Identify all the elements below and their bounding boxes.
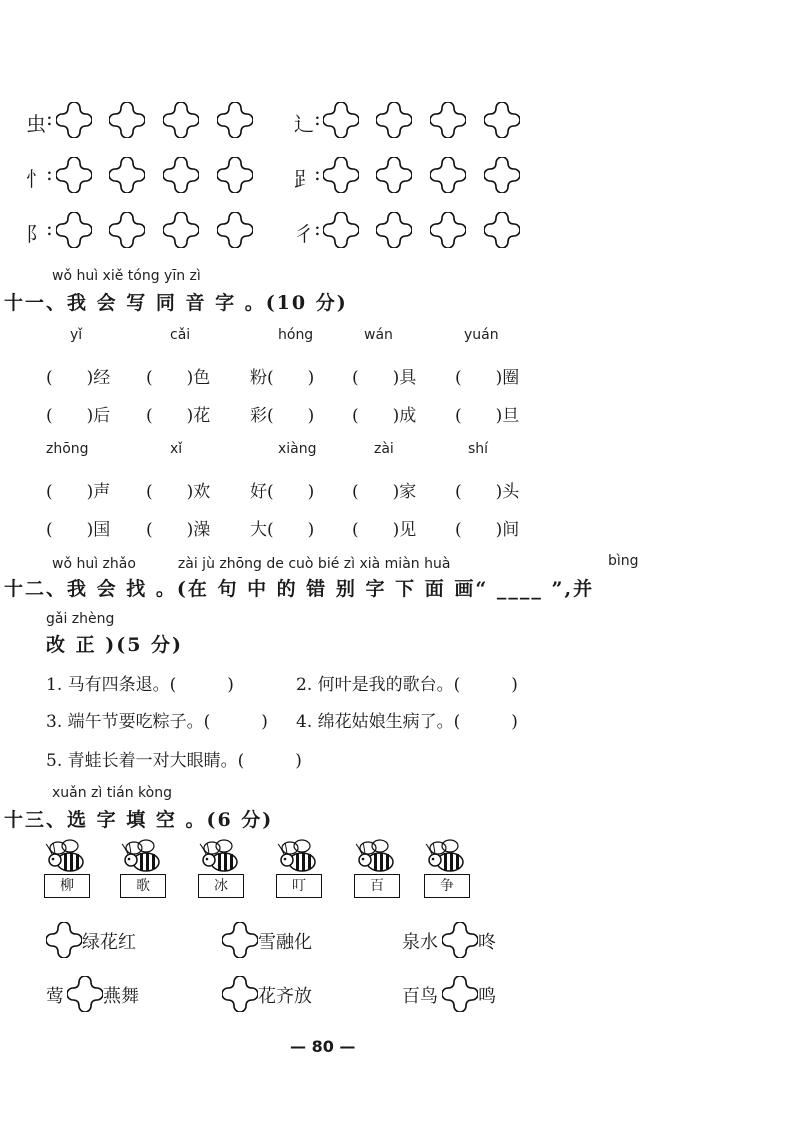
colon: : <box>46 216 53 240</box>
bee-icon <box>120 838 168 874</box>
colon: : <box>46 161 53 185</box>
clover-blank[interactable] <box>163 102 199 138</box>
clover-blank[interactable] <box>484 212 520 248</box>
bee-icon <box>44 838 92 874</box>
fill-in-item[interactable]: ( )花 <box>146 406 211 426</box>
clover-blank[interactable] <box>442 976 478 1012</box>
section13-title: 十三、选 字 填 空 。(6 分) <box>4 809 274 831</box>
fill-in-item[interactable]: ( )色 <box>146 368 211 388</box>
fill-in-item[interactable]: ( )欢 <box>146 482 211 502</box>
phrase-prefix: 泉水 <box>402 932 438 953</box>
phrase-prefix: 百鸟 <box>402 986 438 1007</box>
section12-pinyin-bing: bìng <box>608 553 639 569</box>
phrase-suffix: 鸣 <box>478 986 496 1007</box>
page-number: — 80 — <box>290 1037 356 1056</box>
phrase-suffix: 燕舞 <box>103 986 139 1007</box>
pinyin-label: xiàng <box>278 441 317 457</box>
phrase-suffix: 绿花红 <box>82 932 136 953</box>
section11-title: 十一、我 会 写 同 音 字 。(10 分) <box>4 292 348 314</box>
fill-in-item[interactable]: ( )经 <box>46 368 111 388</box>
clover-blank[interactable] <box>442 922 478 958</box>
pinyin-label: zài <box>374 441 394 457</box>
clover-blank[interactable] <box>376 212 412 248</box>
clover-blank[interactable] <box>222 976 258 1012</box>
radical-left-1: 虫 <box>26 112 46 136</box>
clover-blank[interactable] <box>217 102 253 138</box>
section12-title2: 改 正 )(5 分) <box>46 634 184 656</box>
fill-in-item[interactable]: ( )家 <box>352 482 417 502</box>
fill-in-item[interactable]: ( )见 <box>352 520 417 540</box>
clover-blank[interactable] <box>217 157 253 193</box>
pinyin-label: wán <box>364 327 393 343</box>
clover-blank[interactable] <box>323 102 359 138</box>
clover-blank[interactable] <box>484 102 520 138</box>
fill-in-item[interactable]: 彩( ) <box>250 406 315 426</box>
question-item: 3. 端午节要吃粽子。( ) <box>46 712 268 732</box>
colon: : <box>314 216 321 240</box>
clover-blank[interactable] <box>109 157 145 193</box>
colon: : <box>314 161 321 185</box>
pinyin-label: xǐ <box>170 441 183 457</box>
radical-right-3: 彳 <box>294 222 314 246</box>
clover-blank[interactable] <box>46 922 82 958</box>
section13-pinyin: xuǎn zì tián kòng <box>52 785 172 801</box>
clover-blank[interactable] <box>56 102 92 138</box>
fill-in-item[interactable]: ( )圈 <box>455 368 520 388</box>
bee-word-card <box>424 838 472 898</box>
bee-word: 冰 <box>198 874 244 898</box>
fill-in-item[interactable]: ( )间 <box>455 520 520 540</box>
fill-in-item[interactable]: ( )旦 <box>455 406 520 426</box>
bee-word: 柳 <box>44 874 90 898</box>
pinyin-label: cǎi <box>170 327 191 343</box>
fill-in-item[interactable]: ( )头 <box>455 482 520 502</box>
bee-icon <box>354 838 402 874</box>
section12-pinyin: wǒ huì zhǎo zài jù zhōng de cuò bié zì xià miàn huà <box>52 556 451 572</box>
fill-in-item[interactable]: ( )具 <box>352 368 417 388</box>
fill-in-item[interactable]: 大( ) <box>250 520 315 540</box>
fill-in-item[interactable]: 好( ) <box>250 482 315 502</box>
phrase-suffix: 咚 <box>478 932 496 953</box>
question-item: 4. 绵花姑娘生病了。( ) <box>296 712 518 732</box>
clover-blank[interactable] <box>430 212 466 248</box>
colon: : <box>46 106 53 130</box>
fill-in-item[interactable]: ( )声 <box>46 482 111 502</box>
pinyin-label: hóng <box>278 327 314 343</box>
clover-blank[interactable] <box>222 922 258 958</box>
clover-blank[interactable] <box>163 212 199 248</box>
pinyin-label: shí <box>468 441 489 457</box>
clover-blank[interactable] <box>430 102 466 138</box>
phrase-suffix: 雪融化 <box>258 932 312 953</box>
pinyin-label: zhōng <box>46 441 89 457</box>
clover-blank[interactable] <box>323 212 359 248</box>
clover-blank[interactable] <box>430 157 466 193</box>
pinyin-label: yuán <box>464 327 499 343</box>
clover-blank[interactable] <box>109 102 145 138</box>
clover-blank[interactable] <box>484 157 520 193</box>
clover-blank[interactable] <box>323 157 359 193</box>
radical-left-2: 忄 <box>26 167 46 191</box>
question-item: 2. 何叶是我的歌台。( ) <box>296 675 518 695</box>
clover-blank[interactable] <box>376 157 412 193</box>
fill-in-item[interactable]: ( )国 <box>46 520 111 540</box>
bee-word: 歌 <box>120 874 166 898</box>
bee-word-card <box>120 838 168 898</box>
bee-icon <box>198 838 246 874</box>
bee-word-card <box>354 838 402 898</box>
bee-word-card <box>198 838 246 898</box>
fill-in-item[interactable]: ( )成 <box>352 406 417 426</box>
bee-icon <box>276 838 324 874</box>
clover-blank[interactable] <box>56 212 92 248</box>
clover-blank[interactable] <box>56 157 92 193</box>
fill-in-item[interactable]: ( )后 <box>46 406 111 426</box>
bee-word: 叮 <box>276 874 322 898</box>
clover-blank[interactable] <box>217 212 253 248</box>
bee-word-card <box>44 838 92 898</box>
section11-pinyin: wǒ huì xiě tóng yīn zì <box>52 268 201 284</box>
bee-word: 百 <box>354 874 400 898</box>
clover-blank[interactable] <box>163 157 199 193</box>
bee-icon <box>424 838 472 874</box>
fill-in-item[interactable]: 粉( ) <box>250 368 315 388</box>
clover-blank[interactable] <box>67 976 103 1012</box>
bee-word-card <box>276 838 324 898</box>
radical-right-1: 辶 <box>294 112 314 136</box>
colon: : <box>314 106 321 130</box>
question-item: 1. 马有四条退。( ) <box>46 675 234 695</box>
clover-blank[interactable] <box>376 102 412 138</box>
fill-in-item[interactable]: ( )澡 <box>146 520 211 540</box>
question-item: 5. 青蛙长着一对大眼睛。( ) <box>46 751 302 771</box>
bee-word: 争 <box>424 874 470 898</box>
radical-left-3: 阝 <box>26 222 46 246</box>
radical-right-2: 𧾷 <box>294 167 314 191</box>
phrase-suffix: 花齐放 <box>258 986 312 1007</box>
section12-title: 十二、我 会 找 。(在 句 中 的 错 别 字 下 面 画“ ____ ”,并 <box>4 578 595 600</box>
section12-pinyin2: gǎi zhèng <box>46 611 115 627</box>
phrase-prefix: 莺 <box>46 986 64 1007</box>
pinyin-label: yǐ <box>70 327 83 343</box>
clover-blank[interactable] <box>109 212 145 248</box>
